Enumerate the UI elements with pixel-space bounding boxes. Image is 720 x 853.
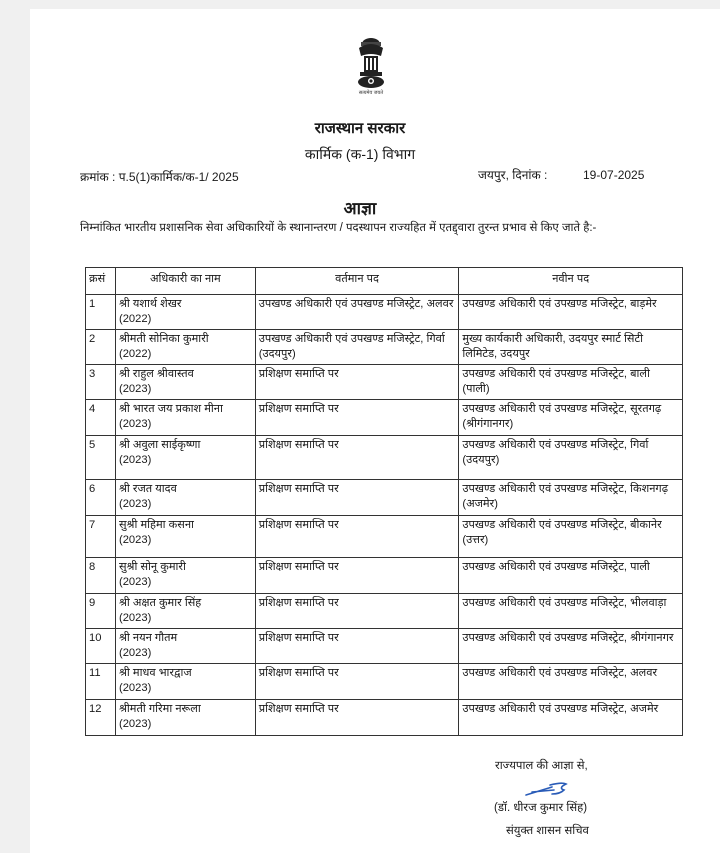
cell-current-post [255,629,459,664]
cell-officer [115,400,255,436]
cell-serial [86,700,116,736]
current-post: प्रशिक्षण समाप्ति पर [258,483,339,495]
new-post: उपखण्ड अधिकारी एवं उपखण्ड मजिस्ट्रेट, अजमेर [462,703,659,715]
officer-batch: (2023) [118,383,152,395]
signatory-designation: संयुक्त शासन सचिव [506,825,589,837]
table-row [86,594,683,629]
emblem-motto: सत्यमेव जयते [358,90,384,96]
table-header-row [86,268,683,295]
cell-serial [86,330,116,365]
current-post: उपखण्ड अधिकारी एवं उपखण्ड मजिस्ट्रेट, अलवर [258,298,454,310]
officer-name: सुश्री सोनू कुमारी [118,561,186,573]
table-row [86,480,683,516]
current-post: प्रशिक्षण समाप्ति पर [258,703,339,715]
current-post: उपखण्ड अधिकारी एवं उपखण्ड मजिस्ट्रेट, गिर्वा (उदयपुर) [258,333,445,360]
cell-new-post [459,594,683,629]
table-row [86,516,683,558]
cell-current-post [255,365,459,400]
header-current-post: वर्तमान पद [255,268,459,295]
cell-serial [86,400,116,436]
cell-serial [86,480,116,516]
new-post: उपखण्ड अधिकारी एवं उपखण्ड मजिस्ट्रेट, किशनगढ़ (अजमेर) [462,483,668,510]
cell-current-post [255,558,459,594]
cell-officer [115,594,255,629]
cell-new-post [459,480,683,516]
cell-officer [115,664,255,700]
cell-new-post [459,664,683,700]
new-post: मुख्य कार्यकारी अधिकारी, उदयपुर स्मार्ट सिटी लिमिटेड, उदयपुर [462,333,644,360]
serial-number: 3 [89,368,96,380]
officer-name: श्री भारत जय प्रकाश मीना [118,403,223,415]
table-row [86,664,683,700]
cell-serial [86,558,116,594]
table-row [86,629,683,664]
officer-name: श्री अवुला साईकृष्णा [118,439,201,451]
cell-current-post [255,295,459,330]
serial-number: 5 [89,439,96,451]
current-post: प्रशिक्षण समाप्ति पर [258,597,339,609]
serial-number: 2 [89,333,96,345]
cell-serial [86,295,116,330]
cell-serial [86,365,116,400]
national-emblem-icon [351,36,391,92]
table-row [86,700,683,736]
reference-value: प.5(1)कार्मिक/क-1/ 2025 [118,170,239,184]
new-post: उपखण्ड अधिकारी एवं उपखण्ड मजिस्ट्रेट, भीलवाड़ा [462,597,667,609]
cell-serial [86,516,116,558]
cell-new-post [459,400,683,436]
table-row [86,558,683,594]
cell-officer [115,558,255,594]
officer-name: श्रीमती सोनिका कुमारी [118,333,209,345]
new-post: उपखण्ड अधिकारी एवं उपखण्ड मजिस्ट्रेट, गिर्वा (उदयपुर) [462,439,649,466]
new-post: उपखण्ड अधिकारी एवं उपखण्ड मजिस्ट्रेट, श्रीगंगानगर [462,632,674,644]
cell-officer [115,365,255,400]
reference-number [80,168,239,185]
serial-number: 6 [89,483,96,495]
cell-current-post [255,516,459,558]
by-order-of-governor: राज्यपाल की आज्ञा से, [495,760,588,772]
serial-number: 1 [89,298,96,310]
cell-current-post [255,400,459,436]
cell-current-post [255,700,459,736]
cell-officer [115,480,255,516]
cell-current-post [255,480,459,516]
cell-current-post [255,664,459,700]
new-post: उपखण्ड अधिकारी एवं उपखण्ड मजिस्ट्रेट, बाली (पाली) [462,368,650,395]
cell-serial [86,436,116,480]
officer-batch: (2022) [118,313,152,325]
cell-current-post [255,594,459,629]
current-post: प्रशिक्षण समाप्ति पर [258,632,339,644]
officer-name: श्री रजत यादव [118,483,177,495]
officer-name: श्री यशार्थ शेखर [118,298,182,310]
serial-number: 8 [89,561,96,573]
new-post: उपखण्ड अधिकारी एवं उपखण्ड मजिस्ट्रेट, बाड़मेर [462,298,657,310]
officer-name: श्री माधव भारद्वाज [118,667,192,679]
serial-number: 12 [89,703,102,715]
new-post: उपखण्ड अधिकारी एवं उपखण्ड मजिस्ट्रेट, अलवर [462,667,658,679]
signatory-name: (डॉ. धीरज कुमार सिंह) [494,802,588,814]
officer-batch: (2023) [118,682,152,694]
government-name: राजस्थान सरकार [314,120,406,137]
new-post: उपखण्ड अधिकारी एवं उपखण्ड मजिस्ट्रेट, सूरतगढ़ (श्रीगंगानगर) [462,403,662,430]
officer-batch: (2023) [118,454,152,466]
cell-officer [115,436,255,480]
table-row [86,365,683,400]
header-serial: क्रसं [86,268,116,295]
place-date-label: जयपुर, दिनांक : [478,168,548,182]
cell-new-post [459,330,683,365]
officer-batch: (2022) [118,348,152,360]
officer-batch: (2023) [118,576,152,588]
table-row [86,400,683,436]
officer-batch: (2023) [118,612,152,624]
new-post: उपखण्ड अधिकारी एवं उपखण्ड मजिस्ट्रेट, पाली [462,561,650,573]
officer-name: श्री नयन गौतम [118,632,178,644]
cell-current-post [255,436,459,480]
serial-number: 10 [89,632,102,644]
cell-serial [86,664,116,700]
table-row [86,330,683,365]
signature-icon [522,780,572,798]
current-post: प्रशिक्षण समाप्ति पर [258,439,339,451]
officer-name: श्री राहुल श्रीवास्तव [118,368,194,380]
cell-serial [86,594,116,629]
officer-name: श्रीमती गरिमा नरूला [118,703,201,715]
officer-batch: (2023) [118,498,152,510]
current-post: प्रशिक्षण समाप्ति पर [258,368,339,380]
cell-new-post [459,700,683,736]
current-post: प्रशिक्षण समाप्ति पर [258,519,339,531]
current-post: प्रशिक्षण समाप्ति पर [258,561,339,573]
serial-number: 4 [89,403,96,415]
header-officer-name: अधिकारी का नाम [115,268,255,295]
serial-number: 7 [89,519,96,531]
cell-officer [115,516,255,558]
reference-label: क्रमांक : [80,170,116,184]
officer-batch: (2023) [118,718,152,730]
officer-batch: (2023) [118,534,152,546]
table-row [86,295,683,330]
cell-new-post [459,558,683,594]
order-date: 19-07-2025 [583,168,645,182]
current-post: प्रशिक्षण समाप्ति पर [258,403,339,415]
cell-new-post [459,516,683,558]
cell-new-post [459,365,683,400]
cell-new-post [459,295,683,330]
current-post: प्रशिक्षण समाप्ति पर [258,667,339,679]
cell-serial [86,629,116,664]
order-intro: निम्नांकित भारतीय प्रशासनिक सेवा अधिकारियों के स्थानान्तरण / पदस्थापन राज्यहित में एतद्द्वारा तुरन्त प्रभाव से किए जाते है:- [80,222,597,234]
serial-number: 11 [89,667,101,679]
cell-current-post [255,330,459,365]
officer-name: श्री अक्षत कुमार सिंह [118,597,202,609]
header-new-post: नवीन पद [459,268,683,295]
officer-name: सुश्री महिमा कसना [118,519,194,531]
cell-new-post [459,629,683,664]
officer-batch: (2023) [118,647,152,659]
order-title: आज्ञा [343,199,377,218]
cell-officer [115,330,255,365]
cell-officer [115,700,255,736]
transfer-table [85,267,683,736]
table-row [86,436,683,480]
cell-officer [115,295,255,330]
serial-number: 9 [89,597,96,609]
new-post: उपखण्ड अधिकारी एवं उपखण्ड मजिस्ट्रेट, बीकानेर (उत्तर) [462,519,662,546]
officer-batch: (2023) [118,418,152,430]
cell-new-post [459,436,683,480]
cell-officer [115,629,255,664]
department-name: कार्मिक (क-1) विभाग [304,146,416,162]
